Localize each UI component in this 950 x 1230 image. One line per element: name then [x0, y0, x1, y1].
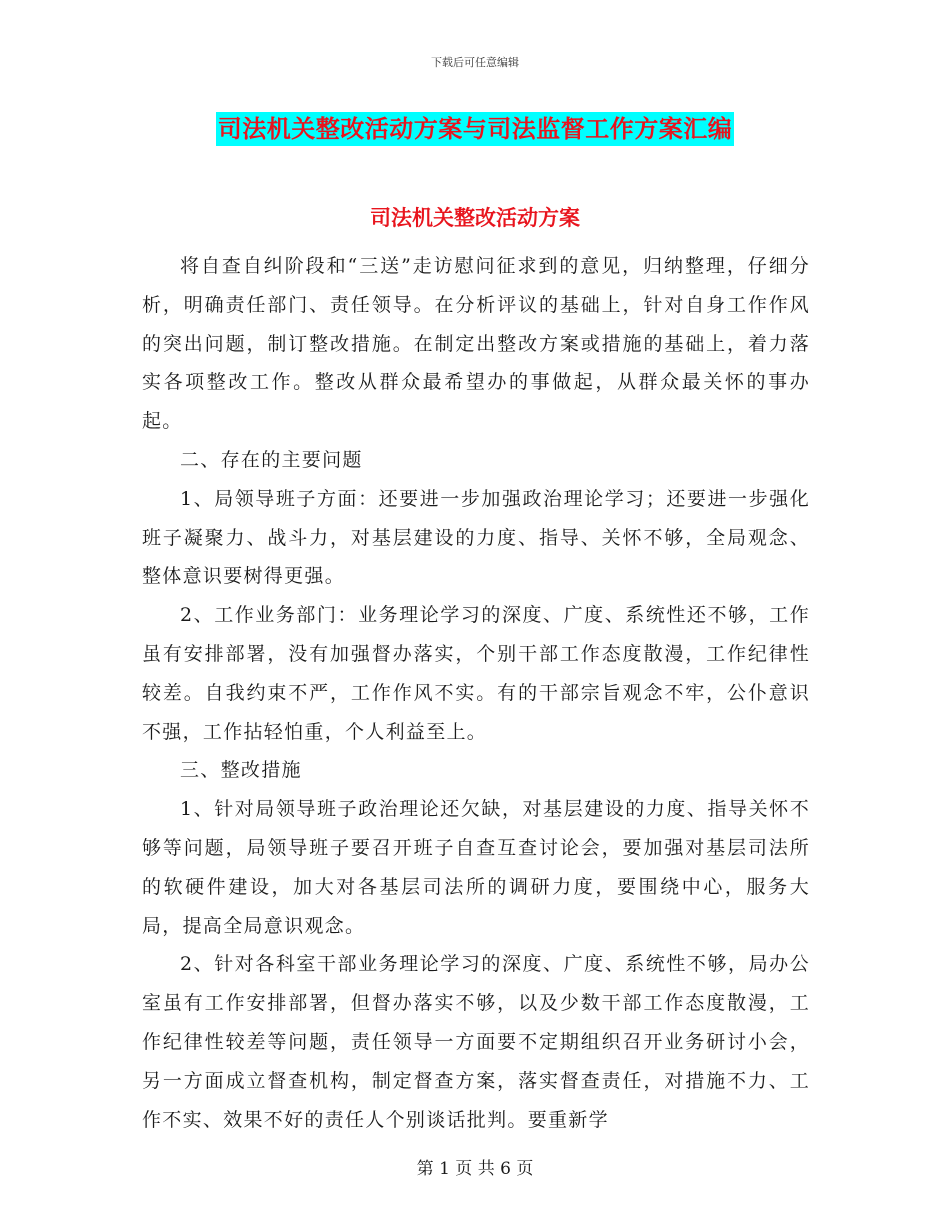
heading-rectification-measures: 三、整改措施 [180, 759, 302, 782]
paragraph-measure-2: 2、针对各科室干部业务理论学习的深度、广度、系统性不够，局办公室虽有工作安排部署，但督办落实不够，以及少数干部工作态度散漫，工作纪律性较差等问题，责任领导一方面要不定期组织召开业务研讨小会，另一方面成立督查机构，制定督查方案，落实督查责任，对措施不力、工作不实、效果不好的责任人个别谈话批判。要重新学 [142, 953, 810, 1131]
page-header-note: 下载后可任意编辑 [431, 56, 519, 69]
document-body [142, 247, 810, 1139]
heading-existing-problems: 二、存在的主要问题 [180, 448, 363, 471]
page-number: 第 1 页 共 6 页 [416, 1159, 534, 1179]
paragraph-problem-1: 1、局领导班子方面：还要进一步加强政治理论学习；还要进一步强化班子凝聚力、战斗力，对基层建设的力度、指导、关怀不够，全局观念、整体意识要树得更强。 [142, 487, 810, 588]
paragraph-measure-1: 1、针对局领导班子政治理论还欠缺，对基层建设的力度、指导关怀不够等问题，局领导班子要召开班子自查互查讨论会，要加强对基层司法所的软硬件建设，加大对各基层司法所的调研力度，要围绕中心，服务大局，提高全局意识观念。 [142, 798, 810, 937]
paragraph-intro: 将自查自纠阶段和“三送”走访慰问征求到的意见，归纳整理，仔细分析，明确责任部门、责任领导。在分析评议的基础上，针对自身工作作风的突出问题，制订整改措施。在制定出整改方案或措施的基础上，着力落实各项整改工作。整改从群众最希望办的事做起，从群众最关怀的事办起。 [142, 255, 810, 433]
paragraph-problem-2: 2、工作业务部门：业务理论学习的深度、广度、系统性还不够，工作虽有安排部署，没有加强督办落实，个别干部工作态度散漫，工作纪律性较差。自我约束不严，工作作风不实。有的干部宗旨观念不牢，公仆意识不强，工作拈轻怕重，个人利益至上。 [142, 604, 810, 743]
document-main-title: 司法机关整改活动方案与司法监督工作方案汇编 [216, 112, 735, 146]
main-title-container [0, 112, 950, 146]
section-title: 司法机关整改活动方案 [370, 206, 580, 230]
